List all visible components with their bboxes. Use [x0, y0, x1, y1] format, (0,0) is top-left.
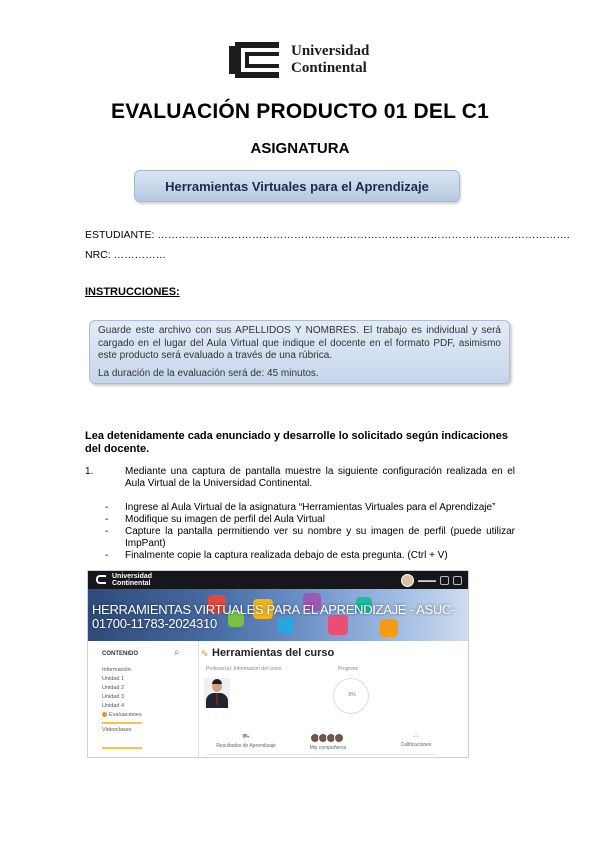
progress-ring — [333, 678, 369, 714]
question-number: 1. — [85, 466, 94, 477]
instructions-box — [89, 320, 510, 384]
professor-avatar — [204, 678, 230, 708]
sidebar-item-unit1[interactable]: Unidad 1 — [102, 676, 125, 682]
course-banner-title: HERRAMIENTAS VIRTUALES PARA EL APRENDIZAJE - ASUC-01700-11783-2024310 — [92, 602, 456, 631]
list-item: - Finalmente copie la captura realizada debajo de esta pregunta. (Ctrl + V) — [105, 550, 448, 561]
sidebar-item-videoclasses[interactable]: Videoclases — [102, 727, 132, 733]
sidebar-item-evaluations[interactable]: Evaluaciones — [102, 712, 142, 718]
instructions-heading: INSTRUCCIONES: — [85, 286, 180, 298]
sidebar-item-info[interactable]: Información — [102, 667, 131, 673]
question-1 — [85, 466, 515, 490]
search-icon[interactable]: ⌕ — [174, 647, 180, 658]
document-title: EVALUACIÓN PRODUCTO 01 DEL C1 — [110, 100, 490, 123]
tools-icon: ✎ — [201, 649, 209, 659]
sidebar-item-unit3[interactable]: Unidad 3 — [102, 694, 125, 700]
instructions-text: Guarde este archivo con sus APELLIDOS Y NOMBRES. El trabajo es individual y será cargado en el lugar del Aula Virtual que indique el docente en el formato PDF, asimismo este producto será evaluado a través de una rúbrica. — [98, 325, 501, 361]
progress-value: 0% — [348, 692, 356, 698]
course-name-banner: Herramientas Virtuales para el Aprendizaje — [134, 170, 460, 202]
professor-label: Profesor(a): Información del curso — [206, 666, 282, 672]
brand-name: Universidad Continental — [112, 573, 153, 587]
grades-icon: ⛬ — [413, 733, 419, 739]
university-name — [291, 43, 369, 77]
sidebar-highlight — [102, 722, 142, 724]
question-text: Mediante una captura de pantalla muestre la siguiente configuración realizada en el Aula Virtual de la Universidad Continental. — [125, 466, 515, 489]
notification-icon[interactable] — [453, 576, 462, 585]
user-name: ▬▬▬ — [418, 577, 436, 584]
course-tools-row — [206, 733, 466, 753]
brand-logo-icon — [96, 575, 106, 584]
subject-label: ASIGNATURA — [250, 140, 350, 157]
sidebar-item-unit2[interactable]: Unidad 2 — [102, 685, 125, 691]
avatar[interactable] — [401, 574, 414, 587]
university-name-line2: Continental — [291, 60, 367, 76]
question-steps — [105, 502, 515, 562]
top-bar — [88, 571, 468, 589]
virtual-classroom-screenshot — [87, 570, 469, 758]
learning-results-link[interactable]: ⛟ Resultados de Aprendizaje — [216, 734, 276, 749]
list-item: - Capture la pantalla permitiendo ver su nombre y su imagen de perfil (puede utilizar ImpPant) — [105, 526, 515, 549]
list-item: - Ingrese al Aula Virtual de la asignatura “Herramientas Virtuales para el Aprendizaje” — [105, 502, 496, 513]
status-dot-icon — [102, 712, 107, 717]
message-icon[interactable] — [440, 576, 449, 585]
sidebar-highlight — [102, 747, 142, 749]
course-sidebar — [88, 641, 199, 757]
sidebar-heading: CONTENIDO — [102, 651, 138, 657]
divider — [206, 754, 436, 755]
sidebar-item-unit4[interactable]: Unidad 4 — [102, 703, 125, 709]
grades-link[interactable]: ⛬ Calificaciones — [400, 733, 432, 748]
classmates-link[interactable]: Mis compañeros — [298, 733, 358, 751]
list-item: - Modifique su imagen de perfil del Aula Virtual — [105, 514, 325, 525]
course-banner — [88, 589, 468, 641]
classmates-avatars-icon — [298, 733, 358, 743]
lead-instruction: Lea detenidamente cada enunciado y desarrolle lo solicitado según indicaciones del docente. — [85, 430, 509, 455]
user-menu[interactable] — [401, 574, 462, 587]
nrc-field: NRC: …………… — [85, 249, 167, 261]
university-logo-icon — [229, 40, 285, 80]
instructions-duration: La duración de la evaluación será de: 45 minutos. — [98, 367, 319, 379]
cart-icon: ⛟ — [242, 734, 250, 740]
progress-label: Progreso — [338, 666, 359, 672]
university-name-line1: Universidad — [291, 43, 370, 59]
course-tools-title: Herramientas del curso — [212, 647, 335, 659]
university-logo — [229, 40, 379, 80]
student-field: ESTUDIANTE: ………………………………………………………………………………………………………. — [85, 229, 570, 241]
